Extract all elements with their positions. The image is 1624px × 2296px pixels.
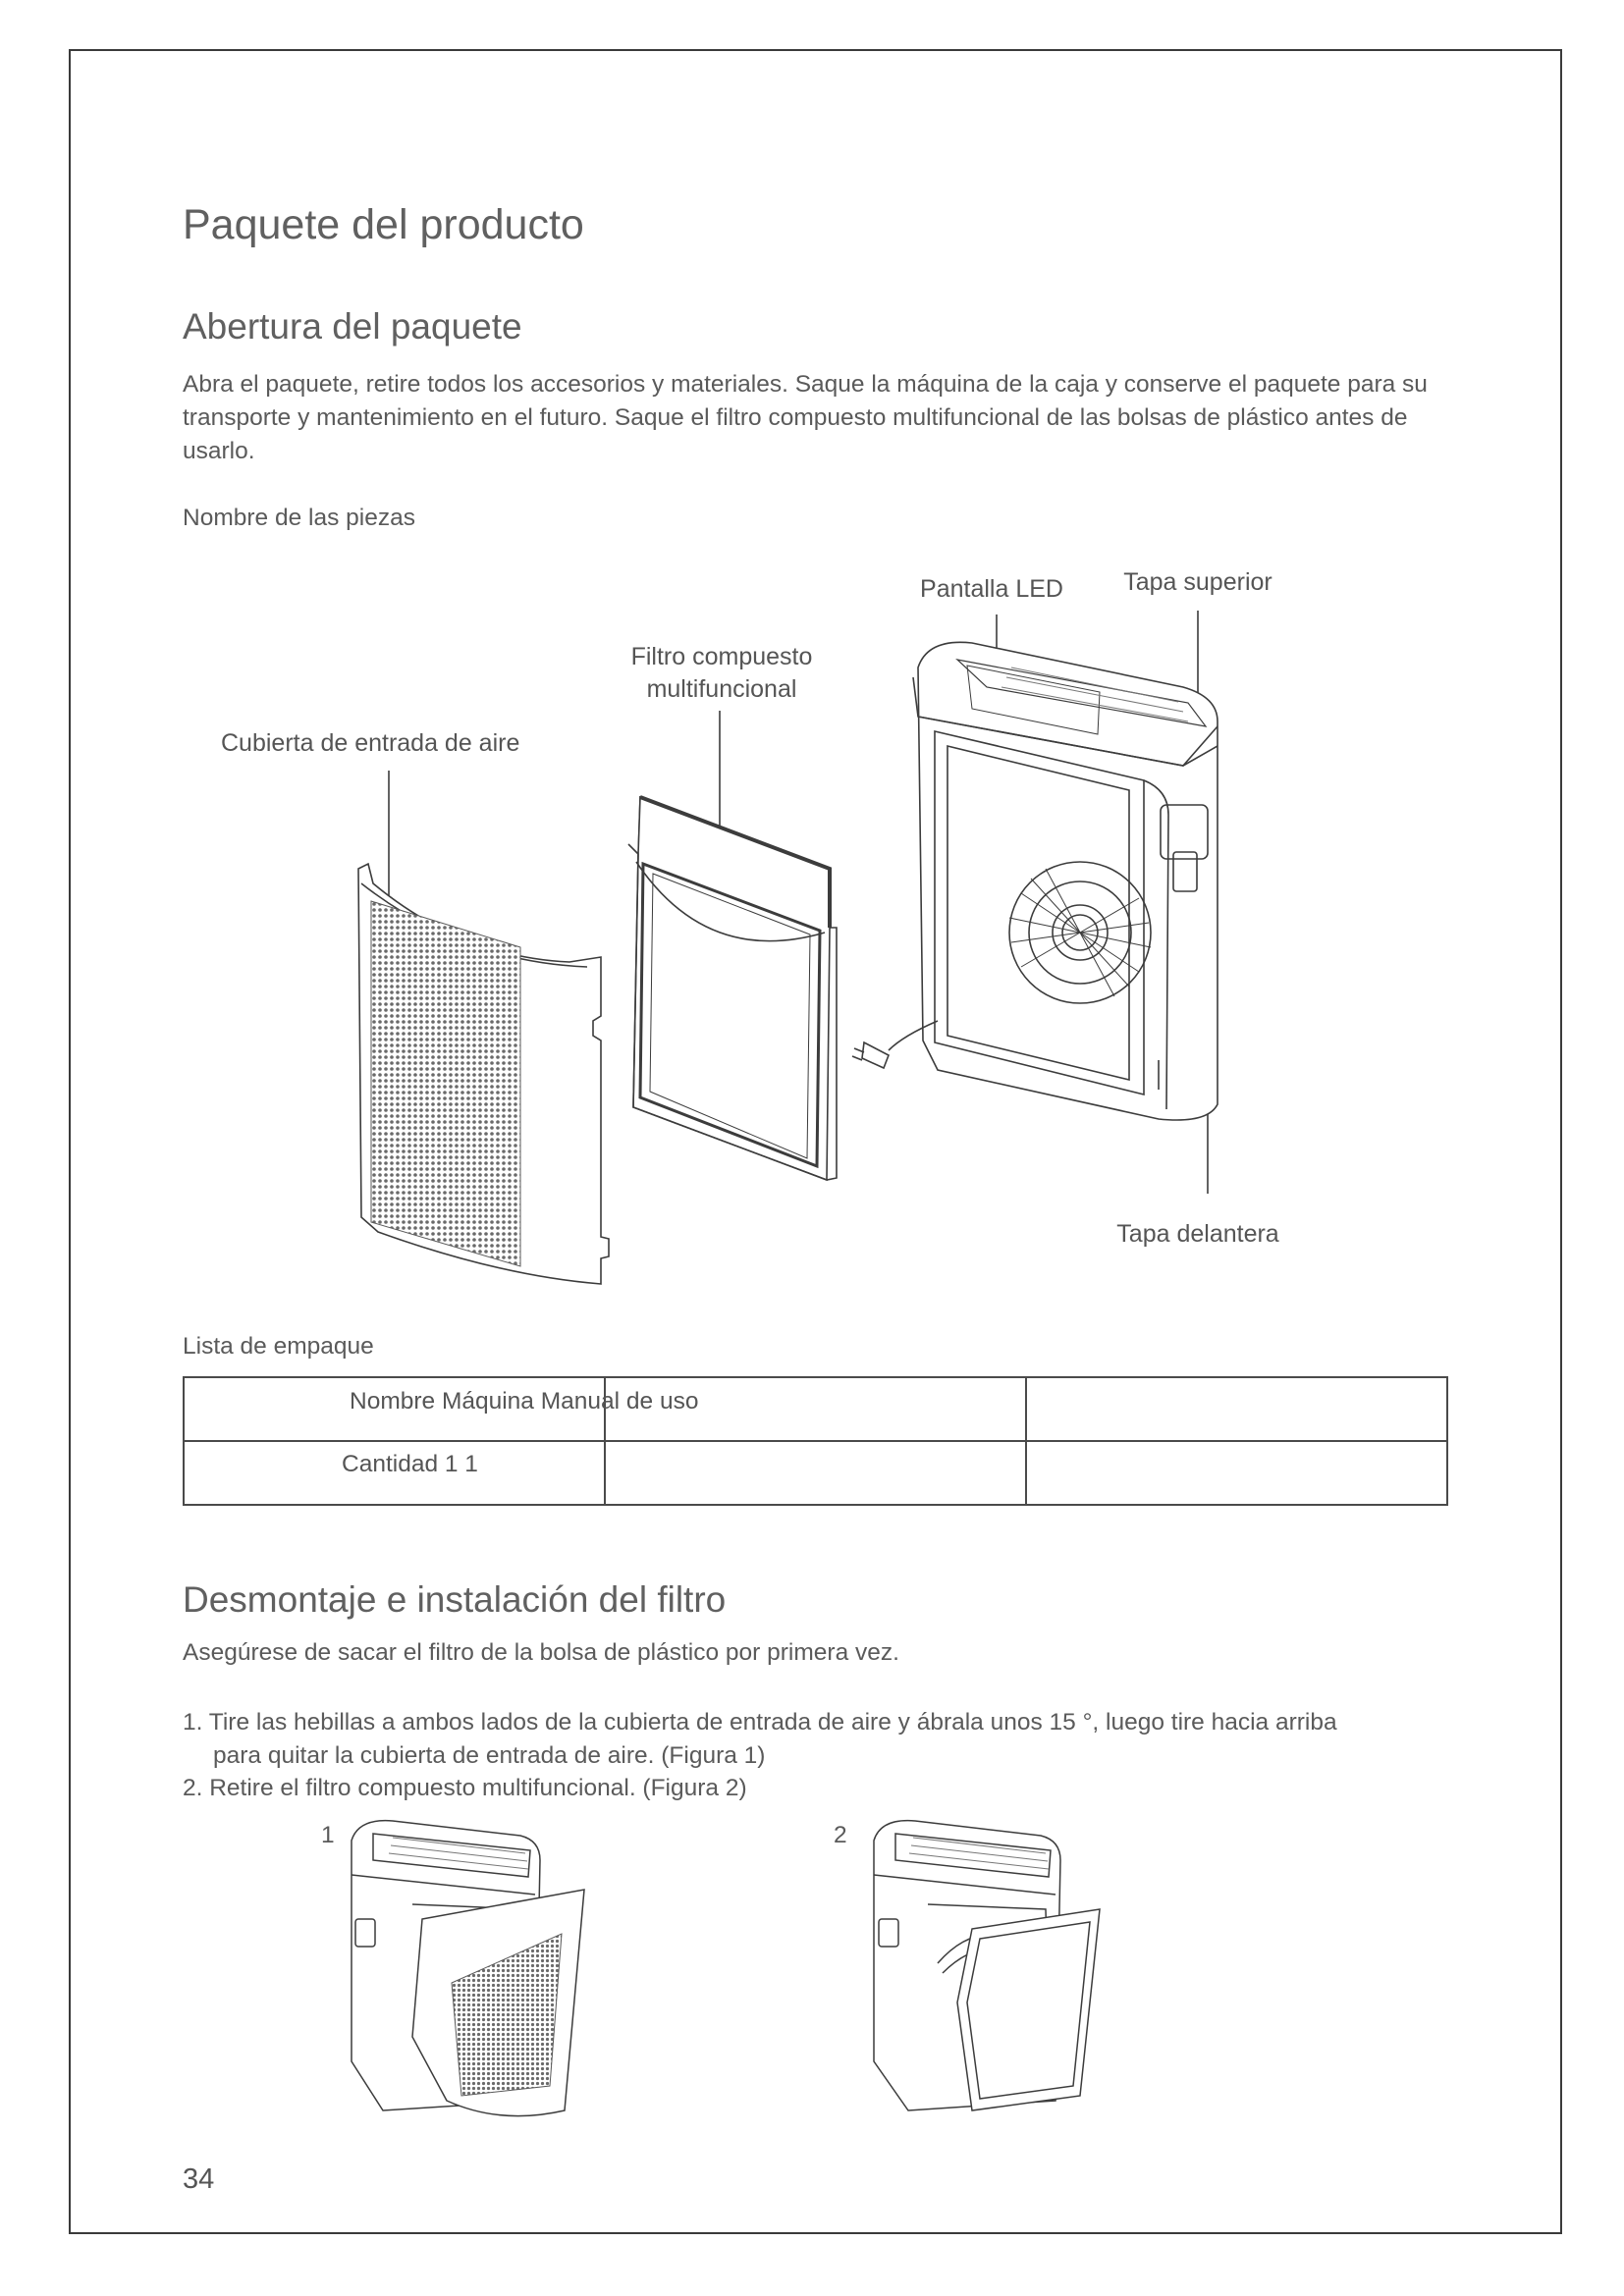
filter-section-heading: Desmontaje e instalación del filtro	[183, 1579, 727, 1620]
step-1-line1: 1. Tire las hebillas a ambos lados de la cubierta de entrada de aire y ábrala unos 15 °, luego tire hacia arriba	[183, 1709, 1337, 1735]
label-top-cover: Tapa superior	[1123, 568, 1272, 596]
page-title: Paquete del producto	[183, 201, 584, 248]
packing-row-quantity: Cantidad 1 1	[342, 1451, 478, 1477]
page-number: 34	[183, 2163, 215, 2195]
label-front-cover: Tapa delantera	[1116, 1220, 1279, 1248]
filter-intro: Asegúrese de sacar el filtro de la bolsa de plástico por primera vez.	[183, 1639, 899, 1666]
parts-caption: Nombre de las piezas	[183, 505, 415, 531]
opening-heading: Abertura del paquete	[183, 306, 522, 347]
step-2: 2. Retire el filtro compuesto multifuncional. (Figura 2)	[183, 1775, 747, 1801]
label-air-inlet-cover: Cubierta de entrada de aire	[221, 729, 520, 757]
figure-2-number: 2	[834, 1822, 847, 1848]
label-led-display: Pantalla LED	[920, 575, 1063, 603]
packing-row-names: Nombre Máquina Manual de uso	[350, 1388, 699, 1415]
figure-1-number: 1	[321, 1822, 335, 1848]
packing-caption: Lista de empaque	[183, 1333, 374, 1360]
label-filter-line1: Filtro compuesto	[630, 643, 813, 670]
opening-paragraph: Abra el paquete, retire todos los accesorios y materiales. Saque la máquina de la caja y conserve el paquete para su transporte y mantenimiento en el futuro. Saque el filtro compuesto multifuncional de las bolsas de plástico antes de usarlo.	[183, 371, 1428, 464]
step-1-line2: para quitar la cubierta de entrada de aire. (Figura 1)	[213, 1742, 766, 1769]
label-filter-line2: multifuncional	[646, 675, 797, 703]
